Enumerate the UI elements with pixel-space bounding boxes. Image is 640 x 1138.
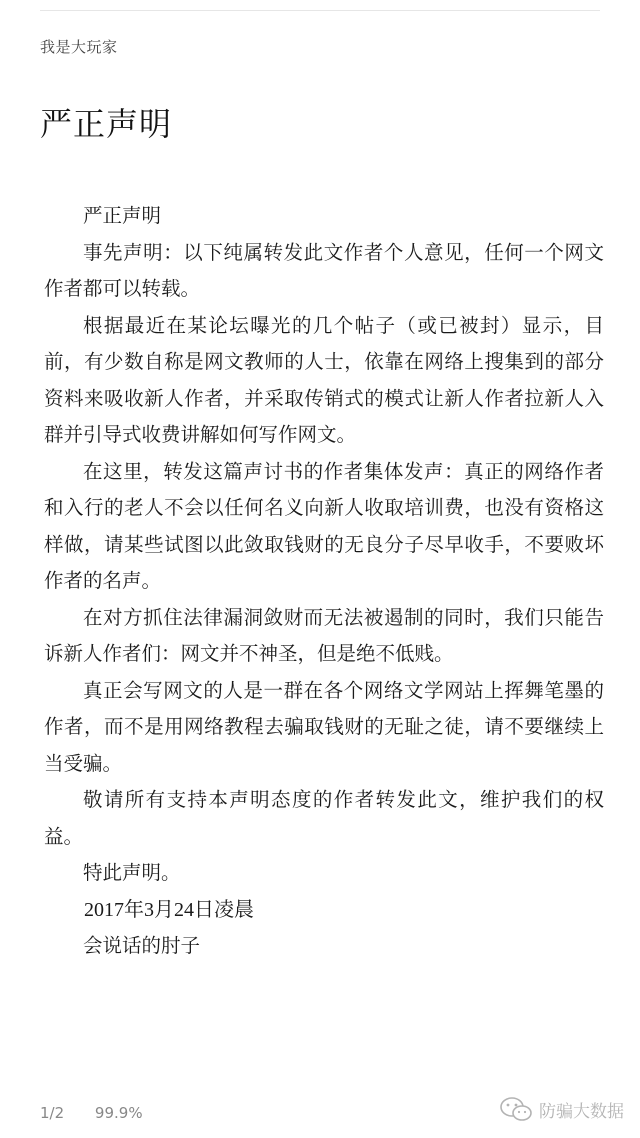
paragraph: 事先声明：以下纯属转发此文作者个人意见，任何一个网文作者都可以转载。	[44, 240, 604, 300]
wechat-icon	[499, 1096, 533, 1122]
watermark	[499, 1096, 624, 1122]
paragraph: 在对方抓住法律漏洞敛财而无法被遏制的同时，我们只能告诉新人作者们：网文并不神圣，但是绝不低贱。	[44, 605, 604, 665]
statement-date: 2017年3月24日凌晨	[84, 898, 254, 921]
zoom-level: 99.9%	[94, 1104, 143, 1122]
viewer-footer	[40, 1104, 169, 1122]
paragraph: 根据最近在某论坛曝光的几个帖子（或已被封）显示，目前，有少数自称是网文教师的人士，依靠在网络上搜集到的部分资料来吸收新人作者，并采取传销式的模式让新人作者拉新人入群并引导式收费讲解如何写作网文。	[44, 313, 604, 446]
paragraph-closing: 特此声明。	[83, 861, 181, 884]
paragraph-heading: 严正声明	[83, 204, 162, 227]
paragraph: 真正会写网文的人是一群在各个网络文学网站上挥舞笔墨的作者，而不是用网络教程去骗取钱财的无耻之徒，请不要继续上当受骗。	[44, 678, 604, 775]
account-name[interactable]: 我是大玩家	[40, 38, 118, 56]
watermark-text: 防骗大数据	[539, 1101, 624, 1122]
page-title: 严正声明	[40, 105, 173, 143]
article-body	[44, 198, 604, 965]
paragraph: 在这里，转发这篇声讨书的作者集体发声：真正的网络作者和入行的老人不会以任何名义向新人收取培训费，也没有资格这样做，请某些试图以此敛取钱财的无良分子尽早收手，不要败坏作者的名声。	[44, 459, 604, 592]
page-indicator: 1/2	[40, 1104, 65, 1122]
signature: 会说话的肘子	[83, 934, 201, 957]
top-divider	[40, 10, 600, 11]
paragraph: 敬请所有支持本声明态度的作者转发此文，维护我们的权益。	[44, 788, 604, 848]
